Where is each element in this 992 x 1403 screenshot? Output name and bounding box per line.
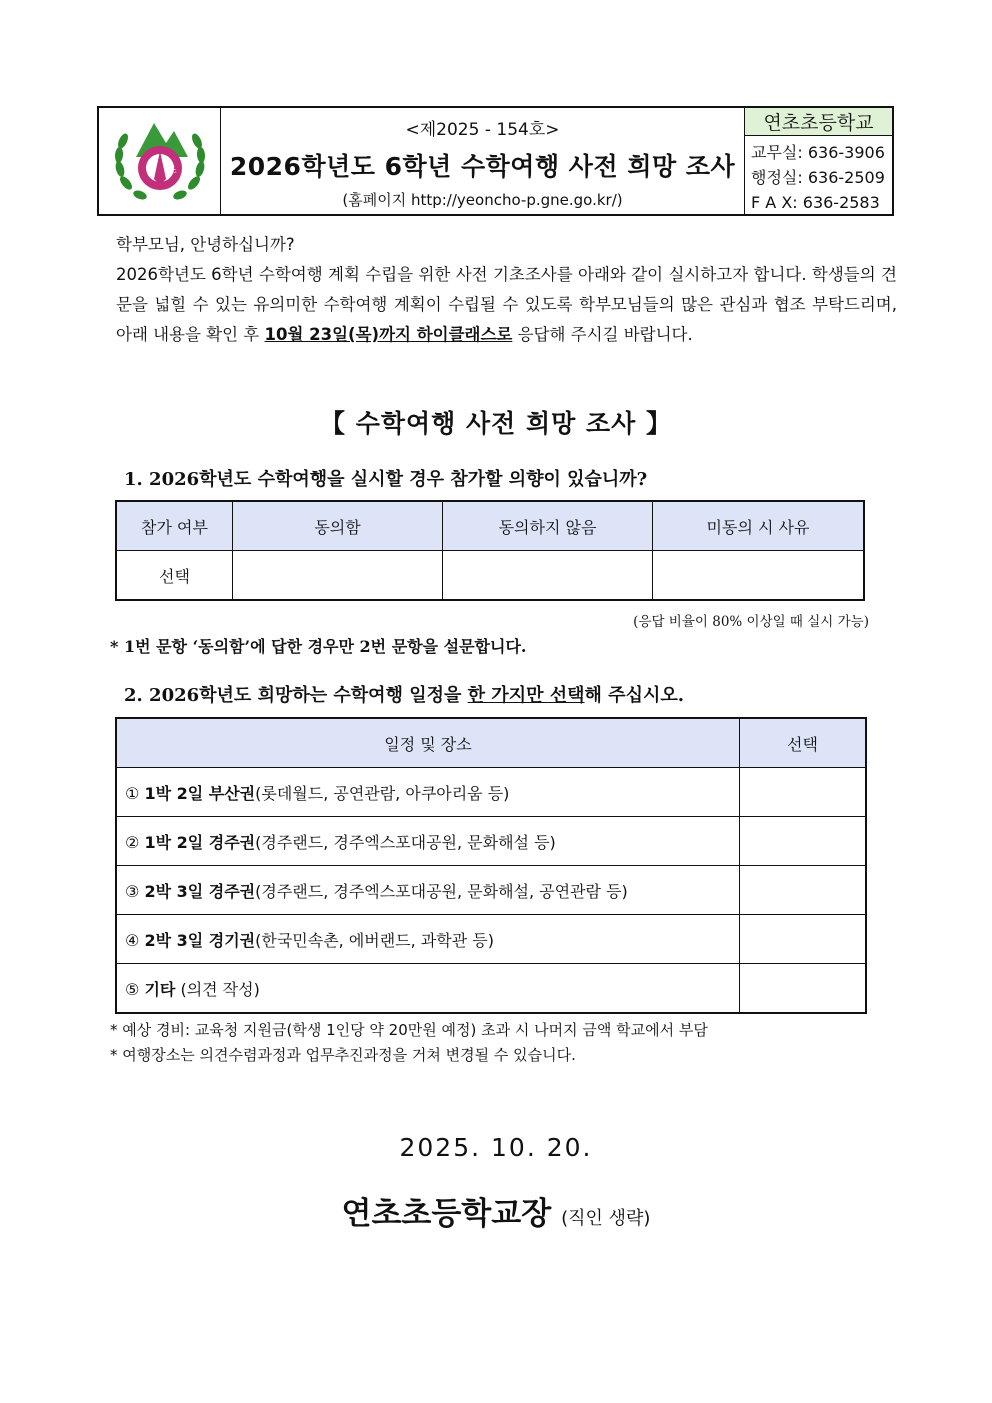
option-3: ③ 2박 3일 경주권(경주랜드, 경주엑스포대공원, 문화해설, 공연관람 등): [116, 866, 740, 915]
header-schedule-place: 일정 및 장소: [116, 718, 740, 768]
school-logo-cell: [99, 108, 221, 214]
option-5-select-cell[interactable]: [740, 964, 867, 1014]
document-number: <제2025 - 154호>: [405, 119, 560, 140]
homepage-url: (홈페이지 http://yeoncho-p.gne.go.kr/): [342, 190, 623, 209]
option-1-select-cell[interactable]: [740, 768, 867, 817]
agree-cell[interactable]: [233, 551, 443, 601]
table-row: [116, 964, 866, 1014]
school-name: 연초초등학교: [745, 108, 892, 136]
document-date: 2025. 10. 20.: [399, 1133, 593, 1162]
footnote-expense: * 예상 경비: 교육청 지원금(학생 1인당 약 20만원 예정) 초과 시 나머지 금액 학교에서 부담: [110, 1021, 708, 1039]
header-disagree: 동의하지 않음: [443, 501, 653, 551]
participation-table: [115, 500, 865, 601]
contact-fax: F A X: 636-2583: [751, 193, 880, 212]
table-header-row: [116, 501, 864, 551]
option-2-select-cell[interactable]: [740, 817, 867, 866]
option-2: ② 1박 2일 경주권(경주랜드, 경주엑스포대공원, 문화해설 등): [116, 817, 740, 866]
reason-cell[interactable]: [653, 551, 865, 601]
intro-body: 2026학년도 6학년 수학여행 계획 수립을 위한 사전 기초조사를 아래와 같이 실시하고자 합니다. 학생들의 견문을 넓힐 수 있는 유의미한 수학여행 계획이 수립될 수 있도록 학부모님들의 많은 관심과 협조 부탁드리며, 아래 내용을 확인 후 10월 23일(목)까지 하이클래스로 응답해 주시길 바랍니다.: [116, 265, 897, 344]
option-3-select-cell[interactable]: [740, 866, 867, 915]
svg-text:연: 연: [144, 165, 155, 176]
table-row: [116, 915, 866, 964]
schedule-table: [115, 717, 867, 1014]
table-header-row: [116, 718, 866, 768]
table-row: [116, 551, 864, 601]
intro-text: [94, 230, 897, 350]
table-row: [116, 768, 866, 817]
document-header: [97, 106, 894, 216]
underlined-instruction: 한 가지만 선택: [467, 685, 585, 706]
section-title: 【 수학여행 사전 희망 조사 】: [319, 409, 673, 438]
option-5: ⑤ 기타 (의견 작성): [116, 964, 740, 1014]
contact-office-phone: 교무실: 636-3906: [751, 143, 885, 162]
question-2-condition-note: * 1번 문항 ‘동의함’에 답한 경우만 2번 문항을 설문합니다.: [110, 637, 527, 656]
option-4-select-cell[interactable]: [740, 915, 867, 964]
table-row: [116, 817, 866, 866]
svg-text:초: 초: [166, 165, 177, 176]
table-row: [116, 866, 866, 915]
disagree-cell[interactable]: [443, 551, 653, 601]
option-1: ① 1박 2일 부산권(롯데월드, 공연관람, 아쿠아리움 등): [116, 768, 740, 817]
deadline-text: 10월 23일(목)까지 하이클래스로: [264, 325, 513, 344]
option-4: ④ 2박 3일 경기권(한국민속촌, 에버랜드, 과학관 등): [116, 915, 740, 964]
school-emblem-logo: [108, 113, 212, 209]
contact-admin-phone: 행정실: 636-2509: [751, 168, 885, 187]
document-title: 2026학년도 6학년 수학여행 사전 희망 조사: [229, 151, 736, 181]
title-cell: [221, 108, 745, 214]
footnotes: [110, 1018, 708, 1068]
principal-signature: 연초초등학교장 (직인 생략): [341, 1196, 651, 1232]
header-agree: 동의함: [233, 501, 443, 551]
header-participation: 참가 여부: [116, 501, 233, 551]
header-reason: 미동의 시 사유: [653, 501, 865, 551]
contact-cell: [745, 108, 892, 214]
seal-note: (직인 생략): [561, 1208, 651, 1229]
greeting: 학부모님, 안녕하십니까?: [116, 235, 295, 254]
question-1: 1. 2026학년도 수학여행을 실시할 경우 참가할 의향이 있습니까?: [124, 469, 648, 490]
question-2: 2. 2026학년도 희망하는 수학여행 일정을 한 가지만 선택해 주십시오.: [124, 685, 685, 706]
header-select: 선택: [740, 718, 867, 768]
response-rate-note: (응답 비율이 80% 이상일 때 실시 가능): [633, 614, 869, 630]
footnote-location-change: * 여행장소는 의견수렴과정과 업무추진과정을 거쳐 변경될 수 있습니다.: [110, 1046, 576, 1064]
row-label-select: 선택: [116, 551, 233, 601]
